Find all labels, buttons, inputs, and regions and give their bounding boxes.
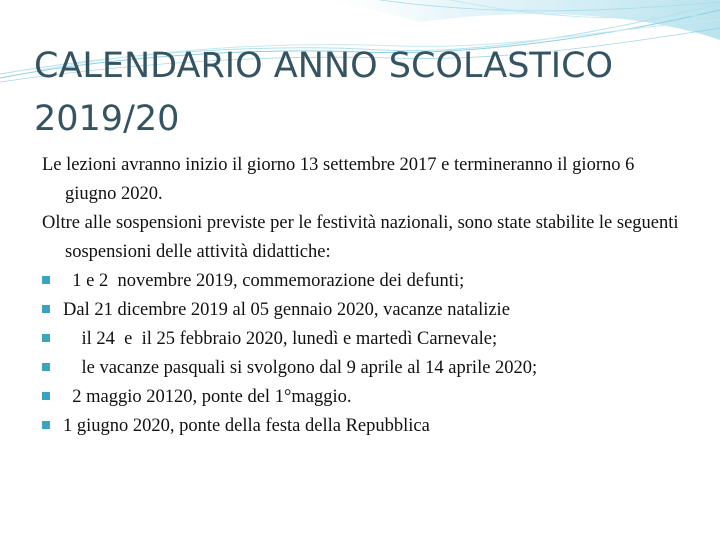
list-item-text: le vacanze pasquali si svolgono dal 9 aprile al 14 aprile 2020;: [63, 358, 538, 378]
slide-body: [42, 151, 682, 441]
square-bullet-icon: [42, 334, 50, 342]
suspensions-paragraph: Oltre alle sospensioni previste per le festività nazionali, sono state stabilite le seguenti sospensioni delle attività didattiche:: [42, 213, 679, 262]
list-item-text: 1 e 2 novembre 2019, commemorazione dei defunti;: [63, 271, 465, 291]
title-line-1: CALENDARIO ANNO SCOLASTICO: [34, 46, 614, 86]
list-item: [42, 354, 682, 383]
list-item: [42, 325, 682, 354]
square-bullet-icon: [42, 305, 50, 313]
slide-title: [34, 40, 694, 146]
list-item: [42, 383, 682, 412]
list-item-text: 2 maggio 20120, ponte del 1°maggio.: [63, 387, 352, 407]
square-bullet-icon: [42, 392, 50, 400]
square-bullet-icon: [42, 276, 50, 284]
suspensions-list: [42, 267, 682, 441]
list-item: [42, 296, 682, 325]
list-item: [42, 412, 682, 441]
intro-paragraph: Le lezioni avranno inizio il giorno 13 settembre 2017 e termineranno il giorno 6 giugno 2020.: [42, 155, 635, 204]
square-bullet-icon: [42, 363, 50, 371]
square-bullet-icon: [42, 421, 50, 429]
title-line-2: 2019/20: [34, 99, 180, 139]
list-item-text: il 24 e il 25 febbraio 2020, lunedì e martedì Carnevale;: [63, 329, 498, 349]
list-item-text: Dal 21 dicembre 2019 al 05 gennaio 2020, vacanze natalizie: [63, 300, 510, 320]
list-item-text: 1 giugno 2020, ponte della festa della Repubblica: [63, 416, 430, 436]
list-item: [42, 267, 682, 296]
